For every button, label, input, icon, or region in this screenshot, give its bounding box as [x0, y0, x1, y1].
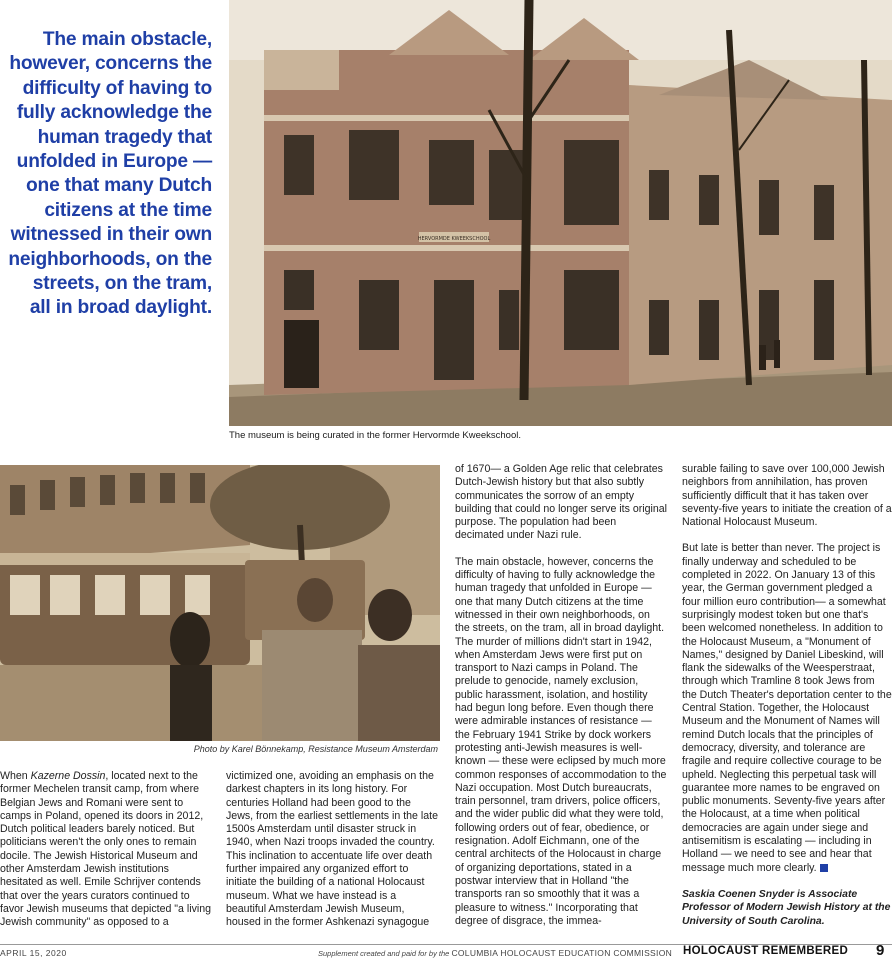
issue-date: APRIL 15, 2020 [0, 948, 67, 958]
museum-building-photo [229, 0, 892, 426]
commission-name: COLUMBIA HOLOCAUST EDUCATION COMMISSION [451, 948, 673, 958]
article-column-2 [226, 770, 438, 943]
building-sign: HERVORMDE KWEEKSCHOOL [417, 236, 491, 242]
building-illustration [229, 0, 892, 426]
photo-caption: The museum is being curated in the former Hervormde Kweekschool. [229, 430, 521, 441]
tram-street-photo [0, 465, 440, 741]
supplement-note [318, 948, 672, 958]
text-run: , located next to the former Mechelen transit camp, from where Belgian Jews and Romani were sent to camps in Poland, opened its doors in 2012, Dutch political leaders barely noticed. But politicians weren't the only ones to remain docile. The Jewish Historical Museum and other Amsterdam Jewish institutions hesitated as well. Emile Schrijver contends that over the years curators continued to favor Jewish museums that depicted "a living Jewish community" as opposed to a [0, 770, 212, 929]
article-column-4 [682, 463, 892, 941]
paragraph: of 1670— a Golden Age relic that celebrates Dutch-Jewish history but that also subtly communicates the sorrow of an empty building that could no longer serve its original purpose. The population had been decimated under Nazi rule. [455, 463, 668, 542]
publication-title: HOLOCAUST REMEMBERED [683, 945, 849, 957]
text-run: But late is better than never. The project is finally underway and scheduled to be completed in 2022. On January 13 of this year, the German government pledged a four million euro contribution— a somewhat surprisingly modest token but one that's been welcomed nonetheless. In addition to the Holocaust Museum, a "Monument of Names," designed by Daniel Libeskind, will flank the sidewalks of the Weesperstraat, through which Tramline 8 took Jews from the Dutch Theater's deportation center to the Central Station. Together, the Holocaust Museum and the Monument of Names will remind Dutch locals that the principles of democracy, diversity, and tolerance are fragile and require collective courage to be upheld. Neglecting this perpetual task will guarantee more names to be engraved on public monuments. Seventy-five years after the Holocaust, at a time when political democracies are again under siege and antisemitism is escalating — including in Holland — we need to see and hear that message much more clearly. [682, 542, 892, 874]
paragraph: surable failing to save over 100,000 Jewish neighbors from annihilation, has proven sufficiently difficult that it has taken over seventy-five years to initiate the creation of a National Holocaust Museum. [682, 463, 892, 529]
museum-name: Kazerne Dossin [30, 770, 106, 782]
text-run: When [0, 770, 31, 782]
photo-credit: Photo by Karel Bönnekamp, Resistance Museum Amsterdam [193, 744, 438, 754]
author-bio: Saskia Coenen Snyder is Associate Professor of Modern Jewish History at the University of South Carolina. [682, 888, 891, 927]
supplement-text: Supplement created and paid for by the [318, 949, 450, 958]
paragraph: The main obstacle, however, concerns the difficulty of having to fully acknowledge the human tragedy that unfolded in Europe — one that many Dutch citizens at the time witnessed in their own neighborhoods, on the streets, on the tram, all in broad daylight. The murder of millions didn't start in 1942, when Amsterdam Jews were first put on transport to Nazi camps in Poland. The prelude to genocide, namely exclusion, public harassment, isolation, and hostility had begun long before. Even though there were admirable instances of resistance — the February 1941 Strike by dock workers protesting anti-Jewish measures is well-known — these were eclipsed by much more common responses of accommodation to the Nazi occupation. Most Dutch bureaucrats, train personnel, tram drivers, police officers, and the wider public did what they were told, following orders out of fear, obedience, or resignation. Adolf Eichmann, one of the central architects of the Holocaust in charge of organizing deportations, stated in a postwar interview that in Holland "the transports ran so smoothly that it was a pleasure to witness." Incorporating that degree of disgrace, the immea- [455, 555, 667, 927]
tram-illustration [0, 465, 440, 741]
end-mark-icon [820, 864, 828, 872]
paragraph: victimized one, avoiding an emphasis on the darkest chapters in its long history. For centuries Holland had been good to the Jews, from the earliest settlements in the late 1500s Amsterdam until disaster struck in 1940, when Nazi troops invaded the country. This inclination to accentuate life over death further impaired any organized effort to initiate the building of a national Holocaust museum. What we have instead is a beautiful Amsterdam Jewish Museum, housed in the former Ashkenazi synagogue [226, 770, 438, 929]
pull-quote: The main obstacle, however, concerns the difficulty of having to fully acknowledge the human tragedy that unfolded in Europe — one that many Dutch citizens at the time witnessed in their own neighborhoods, on the streets, on the tram, all in broad daylight. [8, 29, 212, 319]
page-number: 9 [876, 942, 885, 959]
paragraph [682, 542, 892, 874]
page-footer [0, 944, 892, 960]
article-column-1 [0, 770, 212, 943]
article-column-3 [455, 463, 667, 941]
paragraph [0, 770, 212, 930]
